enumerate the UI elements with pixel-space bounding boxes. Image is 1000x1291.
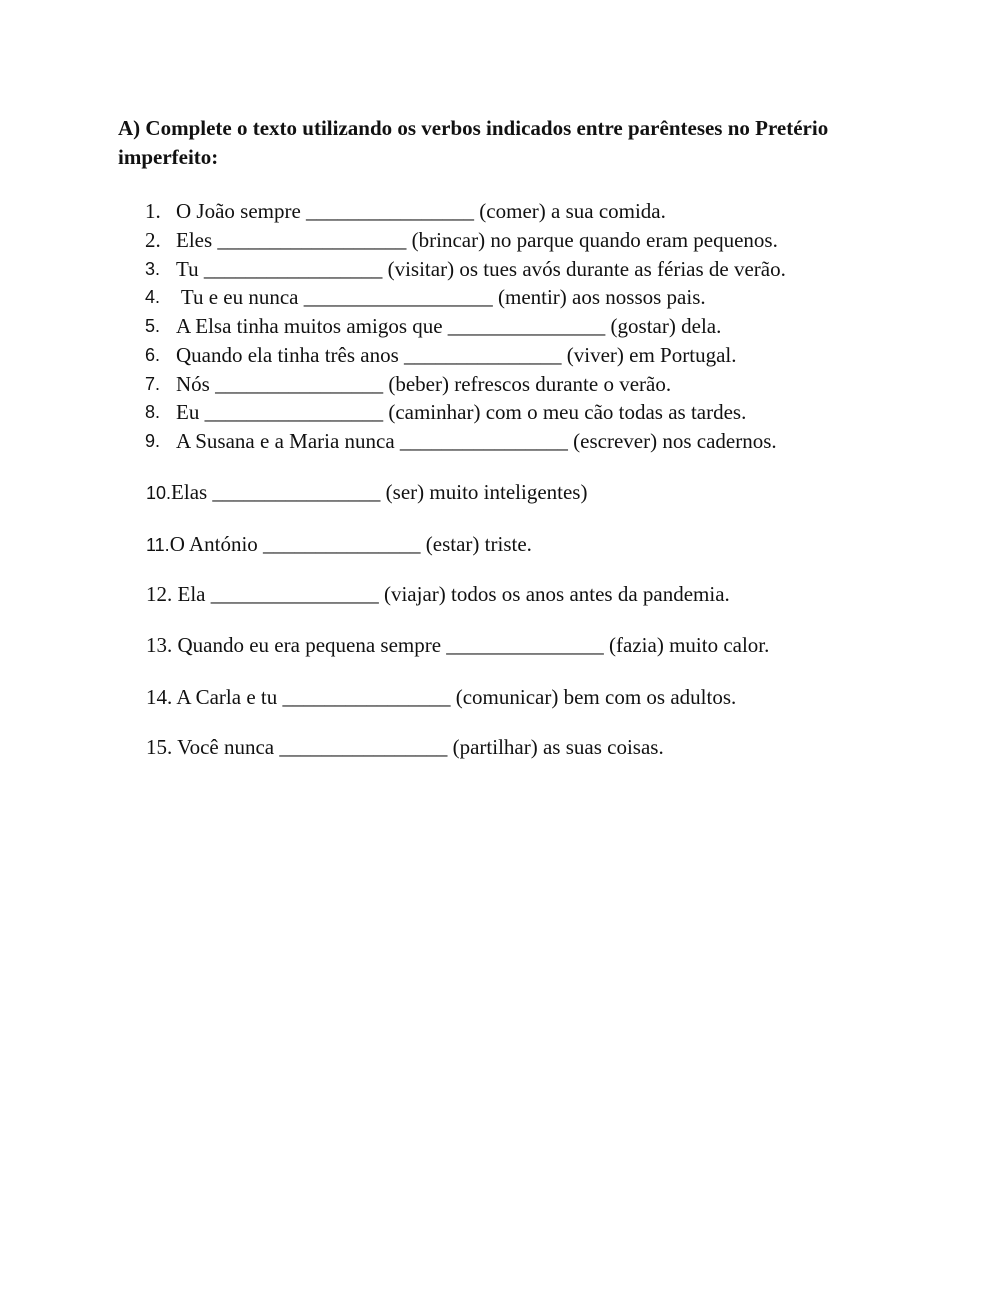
- item-number: 15.: [146, 735, 173, 759]
- item-sentence: O António _______________ (estar) triste.: [169, 532, 532, 556]
- item-sentence: Ela ________________ (viajar) todos os anos antes da pandemia.: [177, 582, 730, 606]
- item-sentence: Quando ela tinha três anos _______________ (viver) em Portugal.: [176, 343, 737, 367]
- item-sentence: A Elsa tinha muitos amigos que _______________ (gostar) dela.: [176, 314, 722, 338]
- item-number: 1.: [145, 199, 161, 223]
- item-sentence: Eu _________________ (caminhar) com o meu cão todas as tardes.: [176, 400, 747, 424]
- item-number: 11.: [146, 535, 170, 555]
- item-number: 7.: [145, 374, 161, 394]
- item-number: 3.: [145, 259, 161, 279]
- item-number: 9.: [145, 431, 161, 451]
- item-number: 10.: [146, 483, 172, 503]
- item-number: 2.: [145, 228, 161, 252]
- item-number: 13.: [146, 633, 173, 657]
- item-sentence: Quando eu era pequena sempre _______________ (fazia) muito calor.: [177, 633, 770, 657]
- exercise-instructions: A) Complete o texto utilizando os verbos indicados entre parênteses no Pretério imperfeito:: [118, 116, 829, 169]
- item-sentence: Tu _________________ (visitar) os tues avós durante as férias de verão.: [176, 257, 786, 281]
- item-number: 12.: [146, 582, 173, 606]
- item-sentence: Tu e eu nunca __________________ (mentir) aos nossos pais.: [176, 285, 706, 309]
- item-sentence: Elas ________________ (ser) muito inteligentes): [171, 480, 588, 504]
- item-sentence: Nós ________________ (beber) refrescos durante o verão.: [176, 372, 672, 396]
- item-sentence: A Susana e a Maria nunca ________________ (escrever) nos cadernos.: [176, 429, 777, 453]
- item-number: 8.: [145, 402, 161, 422]
- item-sentence: O João sempre ________________ (comer) a sua comida.: [176, 199, 666, 223]
- item-sentence: Eles __________________ (brincar) no parque quando eram pequenos.: [176, 228, 778, 252]
- item-number: 4.: [145, 287, 161, 307]
- item-number: 6.: [145, 345, 161, 365]
- item-sentence: Você nunca ________________ (partilhar) as suas coisas.: [177, 735, 664, 759]
- item-number: 5.: [145, 316, 161, 336]
- item-number: 14.: [146, 685, 173, 709]
- item-sentence: A Carla e tu ________________ (comunicar) bem com os adultos.: [176, 685, 737, 709]
